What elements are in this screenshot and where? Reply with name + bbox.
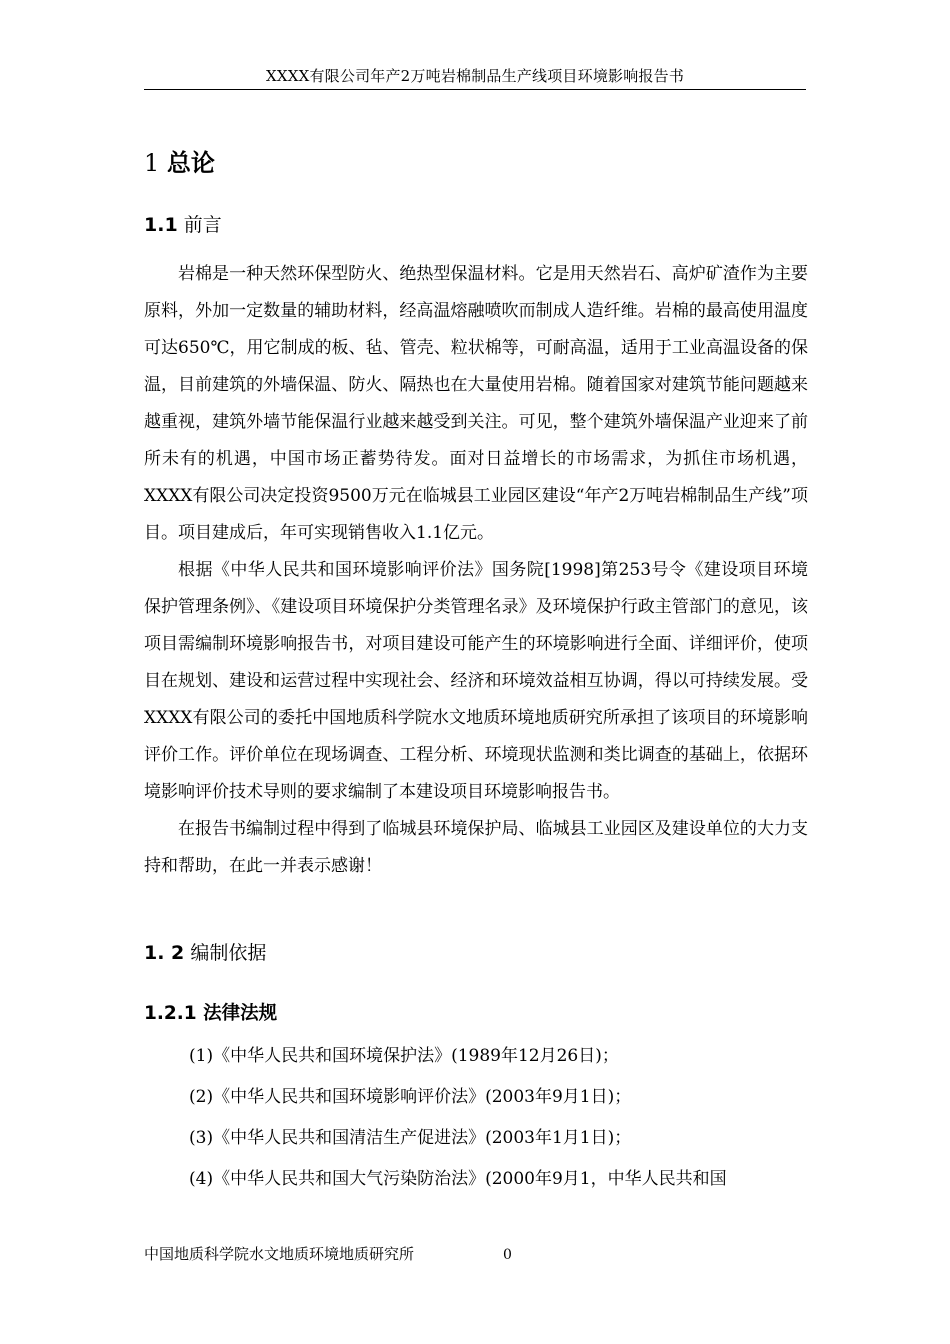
list-item: (3)《中华人民共和国清洁生产促进法》(2003年1月1日)；: [189, 1128, 632, 1148]
page-number: 0: [503, 1247, 512, 1263]
section-heading-1-1: [144, 210, 222, 240]
paragraph: 根据《中华人民共和国环境影响评价法》国务院[1998]第253号令《建设项目环境保护管理条例》、《建设项目环境保护分类管理名录》及环境保护行政主管部门的意见，该项目需编制环境影响报告书，对项目建设可能产生的环境影响进行全面、详细评价，使项目在规划、建设和运营过程中实现社会、经济和环境效益相互协调，得以可持续发展。受XXXX有限公司的委托中国地质科学院水文地质环境地质研究所承担了该项目的环境影响评价工作。评价单位在现场调查、工程分析、环境现状监测和类比调查的基础上，依据环境影响评价技术导则的要求编制了本建设项目环境影响报告书。: [144, 560, 808, 802]
list-item: (1)《中华人民共和国环境保护法》(1989年12月26日)；: [189, 1046, 619, 1066]
section-title: 前言: [183, 214, 222, 236]
preface-body: [144, 256, 808, 885]
chapter-title: 总论: [166, 149, 215, 177]
section-title: 编制依据: [190, 942, 267, 964]
chapter-heading: [144, 145, 215, 181]
section-heading-1-2: [144, 938, 266, 968]
list-item: (4)《中华人民共和国大气污染防治法》(2000年9月1，中华人民共和国: [189, 1169, 727, 1189]
list-item: (2)《中华人民共和国环境影响评价法》(2003年9月1日)；: [189, 1087, 632, 1107]
section-number: 1.1: [144, 214, 178, 236]
running-header-title: XXXX有限公司年产2万吨岩棉制品生产线项目环境影响报告书: [265, 67, 685, 85]
section-number: 1. 2: [144, 942, 185, 964]
footer-organization: 中国地质科学院水文地质环境地质研究所: [144, 1245, 415, 1263]
chapter-number: 1: [144, 149, 160, 177]
paragraph: 在报告书编制过程中得到了临城县环境保护局、临城县工业园区及建设单位的大力支持和帮助，在此一并表示感谢！: [144, 819, 808, 876]
paragraph: 岩棉是一种天然环保型防火、绝热型保温材料。它是用天然岩石、高炉矿渣作为主要原料，外加一定数量的辅助材料，经高温熔融喷吹而制成人造纤维。岩棉的最高使用温度可达650℃，用它制成的板、毡、管壳、粒状棉等，可耐高温，适用于工业高温设备的保温，目前建筑的外墙保温、防火、隔热也在大量使用岩棉。随着国家对建筑节能问题越来越重视，建筑外墙节能保温行业越来越受到关注。可见，整个建筑外墙保温产业迎来了前所未有的机遇，中国市场正蓄势待发。面对日益增长的市场需求，为抓住市场机遇，XXXX有限公司决定投资9500万元在临城县工业园区建设“年产2万吨岩棉制品生产线”项目。项目建成后，年可实现销售收入1.1亿元。: [144, 264, 808, 543]
header-divider: [144, 89, 806, 90]
laws-list: [144, 1036, 808, 1200]
subsection-heading-1-2-1: 1.2.1 法律法规: [144, 1003, 278, 1024]
